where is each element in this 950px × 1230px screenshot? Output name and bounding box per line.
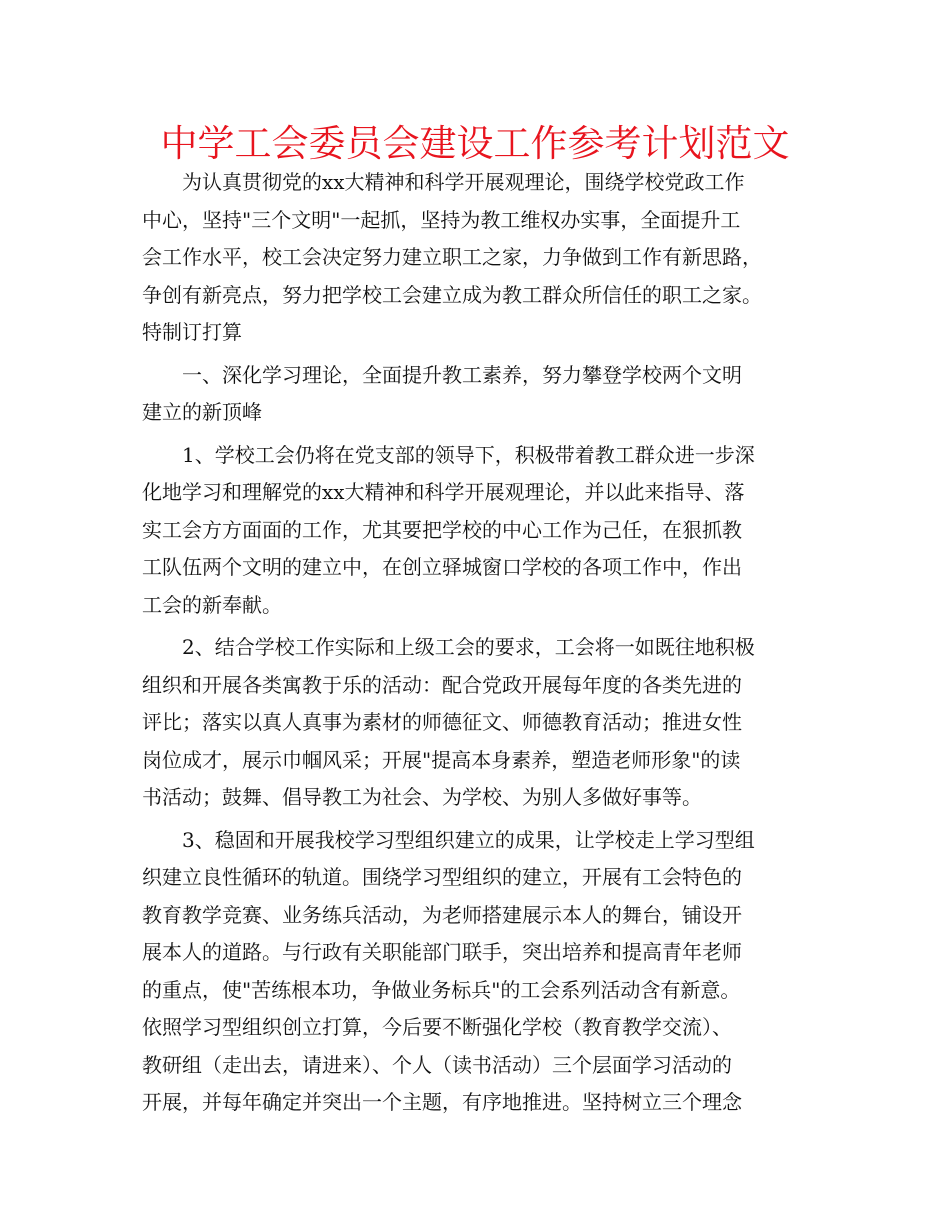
paragraph: [142, 822, 822, 1122]
text-line: 织建立良性循环的轨道。围绕学习型组织的建立，开展有工会特色的: [142, 865, 742, 889]
paragraph: [142, 629, 822, 817]
text-line: 为认真贯彻党的xx大精神和科学开展观理论，围绕学校党政工作: [182, 170, 745, 194]
text-line: 化地学习和理解党的xx大精神和科学开展观理论，并以此来指导、落: [142, 480, 745, 504]
text-line: 工队伍两个文明的建立中，在创立驿城窗口学校的各项工作中，作出: [142, 555, 742, 579]
document-title: 中学工会委员会建设工作参考计划范文: [160, 122, 790, 165]
document-body: [142, 164, 822, 1122]
text-line: 组织和开展各类寓教于乐的活动：配合党政开展每年度的各类先进的: [142, 672, 742, 697]
text-line: 教研组（走出去，请进来）、个人（读书活动）三个层面学习活动的: [142, 1052, 732, 1077]
text-line: 一、深化学习理论，全面提升教工素养，努力攀登学校两个文明: [182, 362, 742, 387]
text-line: 实工会方方面面的工作，尤其要把学校的中心工作为己任，在狠抓教: [142, 517, 742, 542]
text-line: 建立的新顶峰: [142, 400, 262, 424]
text-line: 岗位成才，展示巾帼风采；开展"提高本身素养，塑造老师形象"的读: [142, 747, 741, 772]
text-line: 的重点，使"苦练根本功，争做业务标兵"的工会系列活动含有新意。: [142, 977, 741, 1002]
text-line: 评比；落实以真人真事为素材的师德征文、师德教育活动；推进女性: [142, 710, 742, 734]
paragraph: [142, 437, 822, 625]
text-line: 开展，并每年确定并突出一个主题，有序地推进。坚持树立三个理念: [142, 1090, 742, 1114]
text-line: 中心，坚持"三个文明"一起抓，坚持为教工维权办实事，全面提升工: [142, 207, 741, 232]
text-line: 特制订打算: [142, 320, 242, 344]
paragraph: [142, 357, 822, 432]
text-line: 工会的新奉献。: [142, 592, 282, 617]
text-line: 1、学校工会仍将在党支部的领导下，积极带着教工群众进一步深: [182, 442, 755, 467]
text-line: 依照学习型组织创立打算，今后要不断强化学校（教育教学交流）、: [142, 1015, 732, 1039]
text-line: 教育教学竞赛、业务练兵活动，为老师搭建展示本人的舞台，铺设开: [142, 902, 742, 927]
paragraph: [142, 164, 822, 352]
text-line: 会工作水平，校工会决定努力建立职工之家，力争做到工作有新思路，: [142, 245, 762, 269]
text-line: 争创有新亮点，努力把学校工会建立成为教工群众所信任的职工之家。: [142, 282, 762, 307]
text-line: 3、稳固和开展我校学习型组织建立的成果，让学校走上学习型组: [182, 827, 755, 852]
text-line: 2、结合学校工作实际和上级工会的要求，工会将一如既往地积极: [182, 635, 755, 659]
text-line: 书活动；鼓舞、倡导教工为社会、为学校、为别人多做好事等。: [142, 785, 702, 809]
text-line: 展本人的道路。与行政有关职能部门联手，突出培养和提高青年老师: [142, 940, 742, 964]
